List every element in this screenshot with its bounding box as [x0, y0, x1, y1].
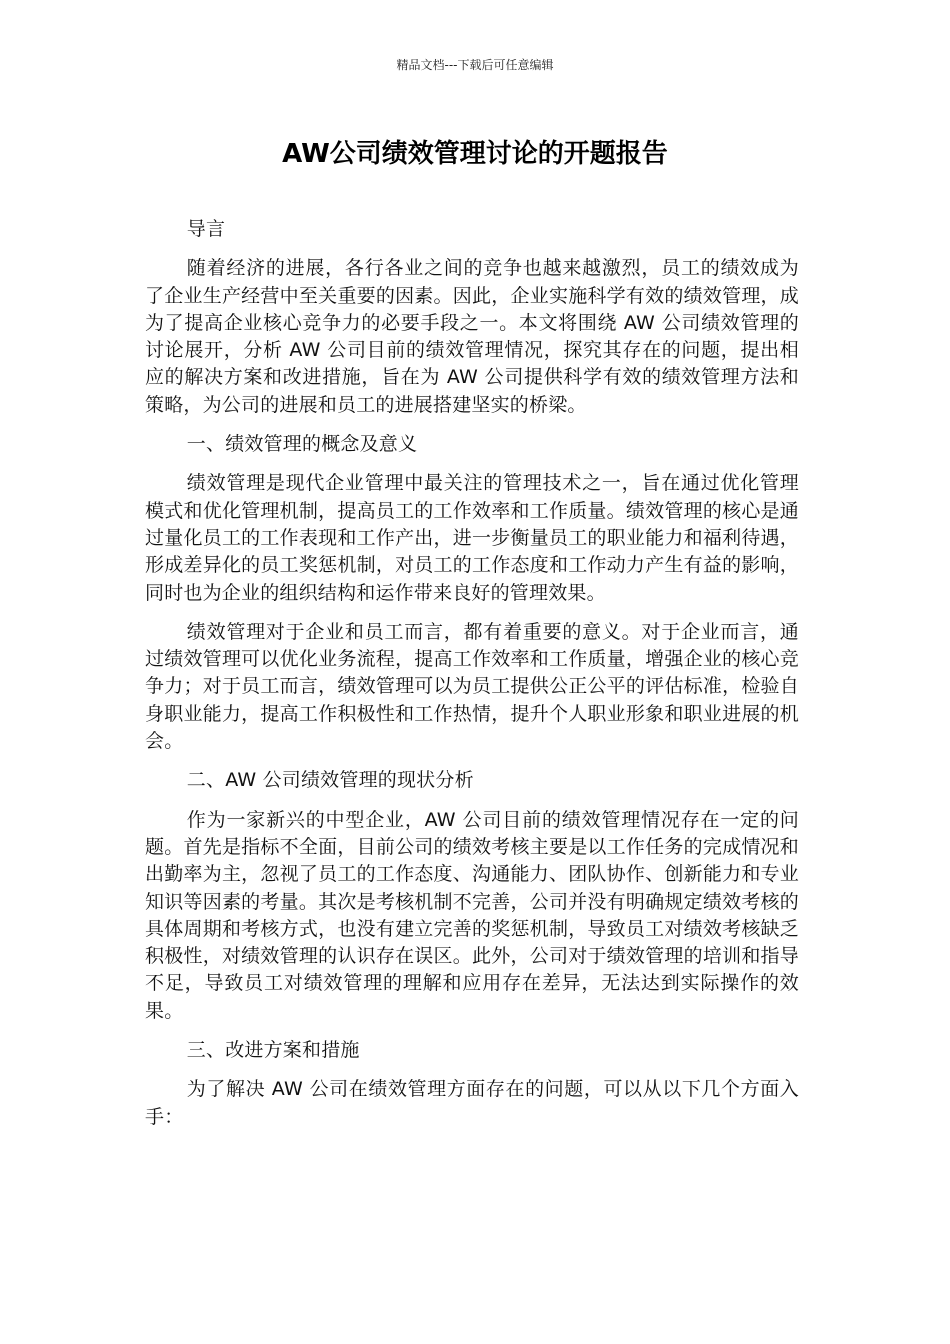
header-note: 精品文档---下载后可任意编辑	[396, 58, 554, 72]
paragraph-concept-1: 绩效管理是现代企业管理中最关注的管理技术之一，旨在通过优化管理模式和优化管理机制，提高员工的工作效率和工作质量。绩效管理的核心是通过量化员工的工作表现和工作产出，进一步衡量员工的职业能力和福利待遇，形成差异化的员工奖惩机制，对员工的工作态度和工作动力产生有益的影响，同时也为企业的组织结构和运作带来良好的管理效果。	[145, 472, 799, 604]
section-heading-status: 二、AW 公司绩效管理的现状分析	[186, 769, 474, 792]
section-heading-improvement: 三、改进方案和措施	[186, 1039, 360, 1062]
document-title: AW公司绩效管理讨论的开题报告	[282, 139, 668, 169]
section-heading-intro: 导言	[186, 218, 226, 240]
section-heading-concept: 一、绩效管理的概念及意义	[186, 433, 418, 456]
paragraph-status: 作为一家新兴的中型企业，AW 公司目前的绩效管理情况存在一定的问题。首先是指标不全面，目前公司的绩效考核主要是以工作任务的完成情况和出勤率为主，忽视了员工的工作态度、沟通能力、团队协作、创新能力和专业知识等因素的考量。其次是考核机制不完善，公司并没有明确规定绩效考核的具体周期和考核方式，也没有建立完善的奖惩机制，导致员工对绩效考核缺乏积极性，对绩效管理的认识存在误区。此外，公司对于绩效管理的培训和指导不足，导致员工对绩效管理的理解和应用存在差异，无法达到实际操作的效果。	[145, 808, 799, 1022]
paragraph-intro: 随着经济的进展，各行各业之间的竞争也越来越激烈，员工的绩效成为了企业生产经营中至关重要的因素。因此，企业实施科学有效的绩效管理，成为了提高企业核心竞争力的必要手段之一。本文将围绕 AW 公司绩效管理的讨论展开，分析 AW 公司目前的绩效管理情况，探究其存在的问题，提出相应的解决方案和改进措施，旨在为 AW 公司提供科学有效的绩效管理方法和策略，为公司的进展和员工的进展搭建坚实的桥梁。	[145, 257, 799, 416]
document-body	[145, 216, 799, 1143]
paragraph-improvement: 为了解决 AW 公司在绩效管理方面存在的问题，可以从以下几个方面入手：	[145, 1078, 799, 1128]
paragraph-concept-2: 绩效管理对于企业和员工而言，都有着重要的意义。对于企业而言，通过绩效管理可以优化业务流程，提高工作效率和工作质量，增强企业的核心竞争力；对于员工而言，绩效管理可以为员工提供公正公平的评估标准，检验自身职业能力，提高工作积极性和工作热情，提升个人职业形象和职业进展的机会。	[145, 620, 799, 753]
